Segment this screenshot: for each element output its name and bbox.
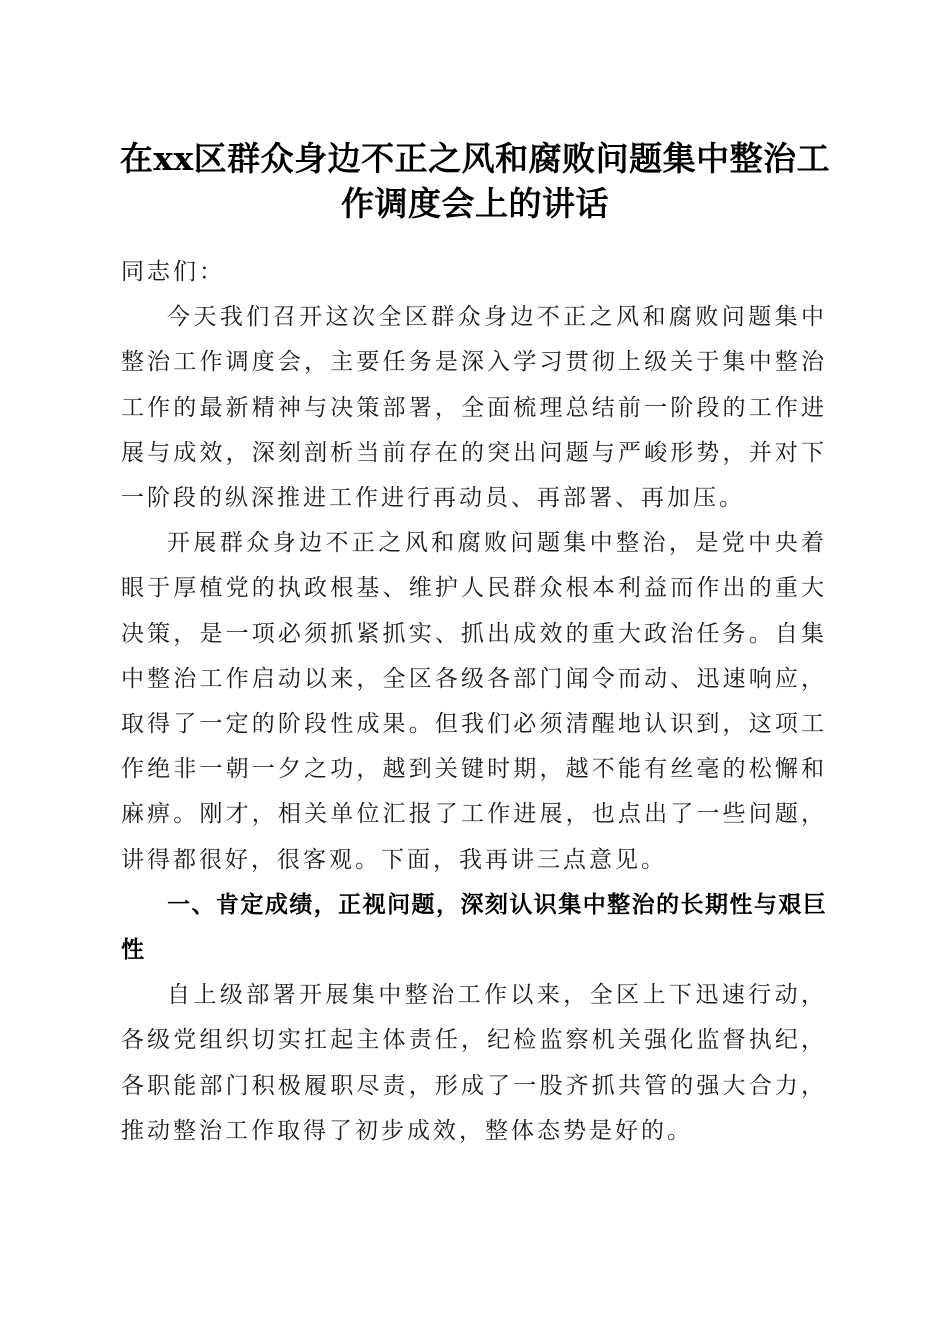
section-paragraph: 自上级部署开展集中整治工作以来，全区上下迅速行动，各级党组织切实扛起主体责任，纪检监察机关强化监督执纪，各职能部门积极履职尽责，形成了一股齐抓共管的强大合力，推动整治工作取得了初步成效，整体态势是好的。 xyxy=(121,982,827,1144)
document-title: 在xx区群众身边不正之风和腐败问题集中整治工作调度会上的讲话 xyxy=(119,139,831,223)
section-heading: 一、肯定成绩，正视问题，深刻认识集中整治的长期性与艰巨性 xyxy=(121,891,827,964)
salutation: 同志们： xyxy=(121,259,225,285)
document-body xyxy=(121,250,827,1154)
paragraph-intro: 今天我们召开这次全区群众身边不正之风和腐败问题集中整治工作调度会，主要任务是深入学习贯彻上级关于集中整治工作的最新精神与决策部署，全面梳理总结前一阶段的工作进展与成效，深刻剖析当前存在的突出问题与严峻形势，并对下一阶段的纵深推进工作进行再动员、再部署、再加压。 xyxy=(121,304,827,512)
paragraph-context: 开展群众身边不正之风和腐败问题集中整治，是党中央着眼于厚植党的执政根基、维护人民群众根本利益而作出的重大决策，是一项必须抓紧抓实、抓出成效的重大政治任务。自集中整治工作启动以来，全区各级各部门闻令而动、迅速响应，取得了一定的阶段性成果。但我们必须清醒地认识到，这项工作绝非一朝一夕之功，越到关键时期，越不能有丝毫的松懈和麻痹。刚才，相关单位汇报了工作进展，也点出了一些问题，讲得都很好，很客观。下面，我再讲三点意见。 xyxy=(121,530,827,873)
